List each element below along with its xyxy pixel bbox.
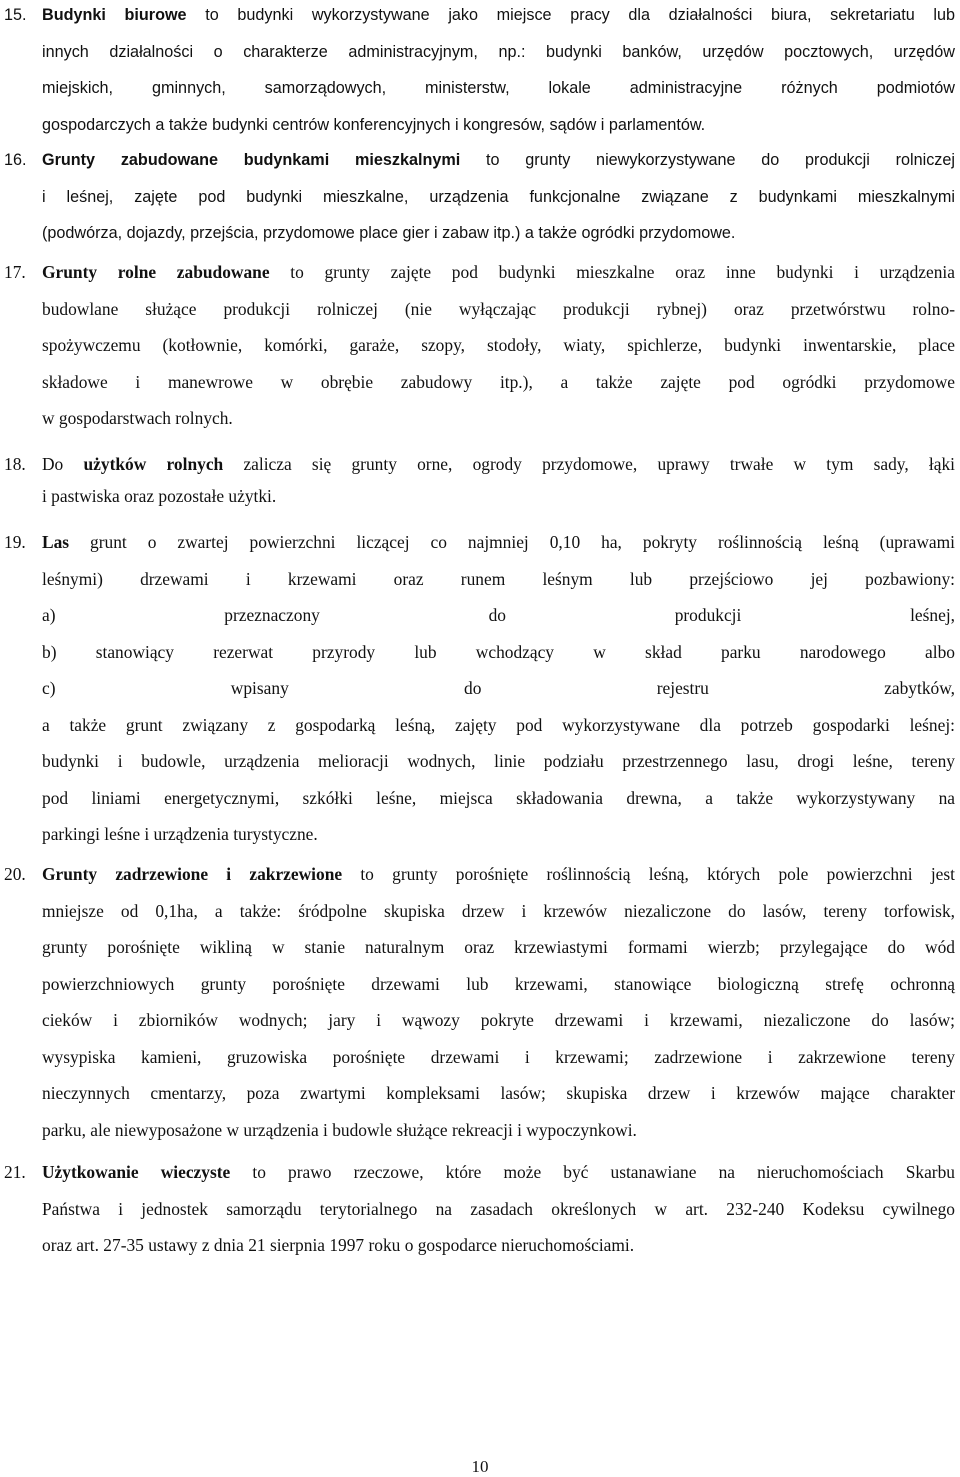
defined-term: Budynki biurowe <box>42 6 187 24</box>
definition-line: Grunty rolne zabudowane to grunty zajęte pod budynki mieszkalne oraz inne budynki i urządzenia <box>42 262 955 282</box>
definition-line: i leśnej, zajęte pod budynki mieszkalne, urządzenia funkcjonalne związane z budynkami mieszkalnymi <box>42 187 955 206</box>
definition-line: a) przeznaczony do produkcji leśnej, <box>42 605 955 625</box>
defined-term: Las <box>42 532 70 552</box>
definition-line: innych działalności o charakterze administracyjnym, np.: budynki banków, urzędów pocztowych, urzędów <box>42 42 955 61</box>
definition-line: b) stanowiący rezerwat przyrody lub wchodzący w skład parku narodowego albo <box>42 641 955 662</box>
definition-line: Budynki biurowe to budynki wykorzystywane jako miejsce pracy dla działalności biura, sekretariatu lub <box>42 6 955 24</box>
definition-line: grunty porośnięte wikliną w stanie naturalnym oraz krzewiastymi formami wierzb; przylegające do wód <box>42 937 955 957</box>
definition-number: 17. <box>4 262 26 282</box>
definition-line: cieków i zbiorników wodnych; jary i wąwozy pokryte drzewami i krzewami, niezaliczone do lasów; <box>42 1010 955 1030</box>
definition-line: oraz art. 27-35 ustawy z dnia 21 sierpnia 1997 roku o gospodarce nieruchomościami. <box>42 1235 635 1255</box>
definition-line: parkingi leśne i urządzenia turystyczne. <box>42 824 318 844</box>
definition-number: 15. <box>4 6 27 24</box>
definition-line: mniejsze od 0,1ha, a także: śródpolne skupiska drzew i krzewów niezaliczone do lasów, tereny torfowisk, <box>42 900 955 921</box>
definition-number: 21. <box>4 1162 26 1182</box>
definition-line: c) wpisany do rejestru zabytków, <box>42 678 955 698</box>
definition-line: leśnymi) drzewami i krzewami oraz runem leśnym lub przejściowo jej pozbawiony: <box>42 568 955 589</box>
definition-line: miejskich, gminnych, samorządowych, ministerstw, lokale administracyjne różnych podmiotów <box>42 79 955 97</box>
definition-line: i pastwiska oraz pozostałe użytki. <box>42 486 277 506</box>
definition-line: składowe i manewrowe w obrębie zabudowy itp.), a także zajęte pod ogródki przydomowe <box>42 371 955 392</box>
definition-line: gospodarczych a także budynki centrów konferencyjnych i kongresów, sądów i parlamentów. <box>42 115 706 134</box>
page-number: 10 <box>471 1457 489 1476</box>
definition-line: Użytkowanie wieczyste to prawo rzeczowe, które może być ustanawiane na nieruchomościach Skarbu <box>42 1162 955 1182</box>
defined-term: Użytkowanie wieczyste <box>42 1162 231 1182</box>
defined-term: użytków rolnych <box>83 454 224 474</box>
definition-line: w gospodarstwach rolnych. <box>42 408 233 428</box>
definition-line: Las grunt o zwartej powierzchni liczącej co najmniej 0,10 ha, pokryty roślinnością leśną (uprawami <box>42 532 955 552</box>
definition-line: nieczynnych cmentarzy, poza zwartymi kompleksami lasów; skupiska drzew i krzewów mające charakter <box>42 1083 955 1103</box>
definition-number: 16. <box>4 151 27 169</box>
definition-number: 18. <box>4 454 26 474</box>
definition-line: Do użytków rolnych zalicza się grunty orne, ogrody przydomowe, uprawy trwałe w tym sady, łąki <box>42 454 955 474</box>
definition-number: 20. <box>4 864 26 884</box>
defined-term: Grunty zadrzewione i zakrzewione <box>42 864 343 884</box>
definition-line: parku, ale niewyposażone w urządzenia i budowle służące rekreacji i wypoczynkowi. <box>42 1119 637 1140</box>
definition-line: a także grunt związany z gospodarką leśną, zajęty pod wykorzystywane dla potrzeb gospodarki leśnej: <box>42 714 955 735</box>
definition-line: wysypiska kamieni, gruzowiska porośnięte drzewami i krzewami; zadrzewione i zakrzewione tereny <box>42 1046 955 1067</box>
definition-line: budynki i budowle, urządzenia melioracji wodnych, linie podziału przestrzennego lasu, drogi leśne, tereny <box>42 751 955 771</box>
definition-line: Grunty zadrzewione i zakrzewione to grunty porośnięte roślinnością leśną, których pole powierzchni jest <box>42 864 955 884</box>
definition-number: 19. <box>4 532 26 552</box>
definition-line: powierzchniowych grunty porośnięte drzewami lub krzewami, stanowiące biologiczną strefę ochronną <box>42 973 955 994</box>
definition-line: Państwa i jednostek samorządu terytorialnego na zasadach określonych w art. 232-240 Kodeksu cywilnego <box>42 1198 955 1219</box>
definition-line: Grunty zabudowane budynkami mieszkalnymi to grunty niewykorzystywane do produkcji rolniczej <box>42 151 955 169</box>
defined-term: Grunty rolne zabudowane <box>42 262 270 282</box>
definition-line: budowlane służące produkcji rolniczej (nie wyłączając produkcji rybnej) oraz przetwórstwu rolno- <box>42 298 955 319</box>
definition-line: (podwórza, dojazdy, przejścia, przydomowe place gier i zabaw itp.) a także ogródki przydomowe. <box>42 224 736 242</box>
defined-term: Grunty zabudowane budynkami mieszkalnymi <box>42 151 461 169</box>
definition-line: pod liniami energetycznymi, szkółki leśne, miejsca składowania drewna, a także wykorzystywany na <box>42 787 955 808</box>
definition-line: spożywczemu (kotłownie, komórki, garaże, szopy, stodoły, wiaty, spichlerze, budynki inwentarskie, place <box>42 335 955 355</box>
